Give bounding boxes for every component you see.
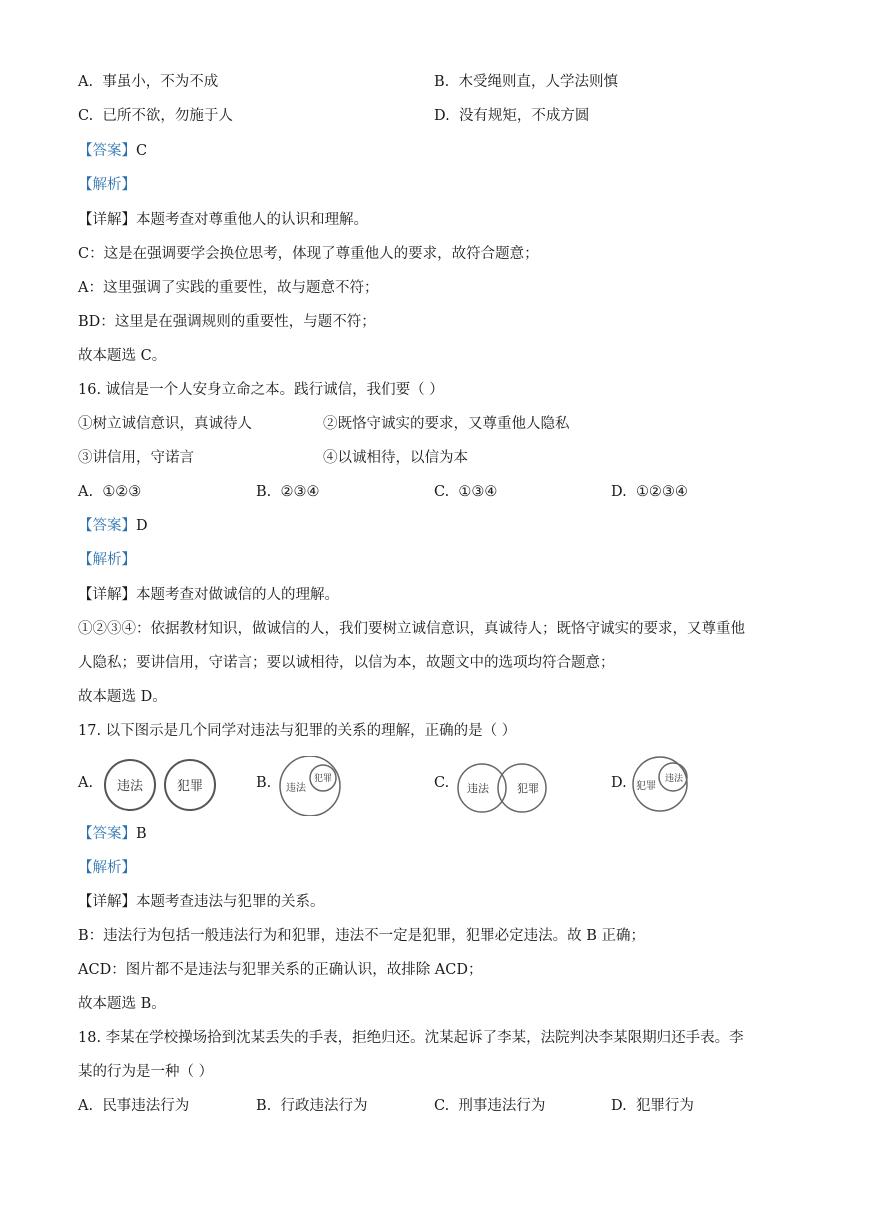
- q16-option-d: D. ①②③④: [611, 484, 688, 500]
- q17-option-c-key: C.: [434, 775, 450, 791]
- detail-tag: 【详解】: [78, 587, 136, 603]
- q15-option-d: D. 没有规矩，不成方圆: [434, 108, 590, 124]
- answer-tag: 【答案】: [78, 826, 136, 842]
- q18-option-b: B. 行政违法行为: [256, 1098, 368, 1114]
- q17-diagram-a: [100, 756, 230, 816]
- q17-line-2: ACD：图片都不是违法与犯罪关系的正确认识，故排除 ACD；: [78, 962, 483, 978]
- q15-option-b: B. 木受绳则直，人学法则慎: [434, 74, 618, 90]
- q17-line-3: 故本题选 B。: [78, 996, 166, 1012]
- illegal-label: 违法: [664, 774, 684, 784]
- q18-option-d: D. 犯罪行为: [611, 1098, 694, 1114]
- q15-option-a: A. 事虽小，不为不成: [78, 74, 219, 90]
- q16-stem: 16. 诚信是一个人安身立命之本。践行诚信，我们要（ ）: [78, 382, 444, 398]
- q16-option-c: C. ①③④: [434, 484, 498, 500]
- q16-item-3: ③讲信用，守诺言: [78, 450, 194, 466]
- q18-option-a: A. 民事违法行为: [78, 1098, 190, 1114]
- q17-analysis-tag: 【解析】: [78, 860, 136, 876]
- crime-label: 犯罪: [517, 782, 539, 795]
- q16-detail: 【详解】本题考查对做诚信的人的理解。: [78, 587, 339, 603]
- q15-detail: 【详解】本题考查对尊重他人的认识和理解。: [78, 212, 368, 228]
- q16-item-4: ④以诚相待，以信为本: [323, 450, 468, 466]
- crime-label: 犯罪: [176, 779, 204, 794]
- q15-option-c: C. 已所不欲，勿施于人: [78, 108, 233, 124]
- q17-answer: 【答案】B: [78, 826, 147, 842]
- q15-line-4: 故本题选 C。: [78, 348, 167, 364]
- q16-analysis-tag: 【解析】: [78, 552, 136, 568]
- crime-label: 犯罪: [636, 781, 656, 792]
- q16-line-1: ①②③④：依据教材知识，做诚信的人，我们要树立诚信意识，真诚待人；既恪守诚实的要求，又尊重他: [78, 621, 745, 637]
- q17-diagram-c: [454, 760, 554, 816]
- q16-item-2: ②既恪守诚实的要求，又尊重他人隐私: [323, 416, 570, 432]
- answer-tag: 【答案】: [78, 143, 136, 159]
- q15-line-1: C：这是在强调要学会换位思考，体现了尊重他人的要求，故符合题意；: [78, 246, 539, 262]
- q18-option-c: C. 刑事违法行为: [434, 1098, 546, 1114]
- detail-tag: 【详解】: [78, 894, 136, 910]
- q16-answer: 【答案】D: [78, 518, 148, 534]
- q16-line-3: 故本题选 D。: [78, 689, 167, 705]
- illegal-label: 违法: [467, 782, 489, 795]
- crime-label: 犯罪: [313, 774, 333, 784]
- q18-stem-line-1: 18. 李某在学校操场拾到沈某丢失的手表，拒绝归还。沈某起诉了李某，法院判决李某限期归还手表。李: [78, 1030, 744, 1046]
- q16-line-2: 人隐私；要讲信用，守诺言；要以诚相待，以信为本，故题文中的选项均符合题意；: [78, 655, 615, 671]
- illegal-label: 违法: [116, 779, 144, 794]
- detail-tag: 【详解】: [78, 212, 136, 228]
- q17-stem: 17. 以下图示是几个同学对违法与犯罪的关系的理解，正确的是（ ）: [78, 723, 517, 739]
- q15-answer: 【答案】C: [78, 143, 148, 159]
- q17-option-b-key: B.: [256, 775, 272, 791]
- q15-analysis-tag: 【解析】: [78, 177, 136, 193]
- q17-line-1: B：违法行为包括一般违法行为和犯罪，违法不一定是犯罪，犯罪必定违法。故 B 正确；: [78, 928, 646, 944]
- illegal-label: 违法: [286, 783, 306, 794]
- q17-diagram-b: [278, 756, 348, 816]
- q15-line-3: BD：这里是在强调规则的重要性，与题不符；: [78, 314, 376, 330]
- q16-option-a: A. ①②③: [78, 484, 142, 500]
- q17-option-d-key: D.: [611, 775, 627, 791]
- q17-option-a-key: A.: [78, 775, 94, 791]
- q17-detail: 【详解】本题考查违法与犯罪的关系。: [78, 894, 325, 910]
- answer-tag: 【答案】: [78, 518, 136, 534]
- q15-line-2: A：这里强调了实践的重要性，故与题意不符；: [78, 280, 379, 296]
- q16-option-b: B. ②③④: [256, 484, 320, 500]
- q18-stem-line-2: 某的行为是一种（ ）: [78, 1064, 214, 1080]
- q17-diagram-d: [630, 756, 696, 812]
- q16-item-1: ①树立诚信意识，真诚待人: [78, 416, 252, 432]
